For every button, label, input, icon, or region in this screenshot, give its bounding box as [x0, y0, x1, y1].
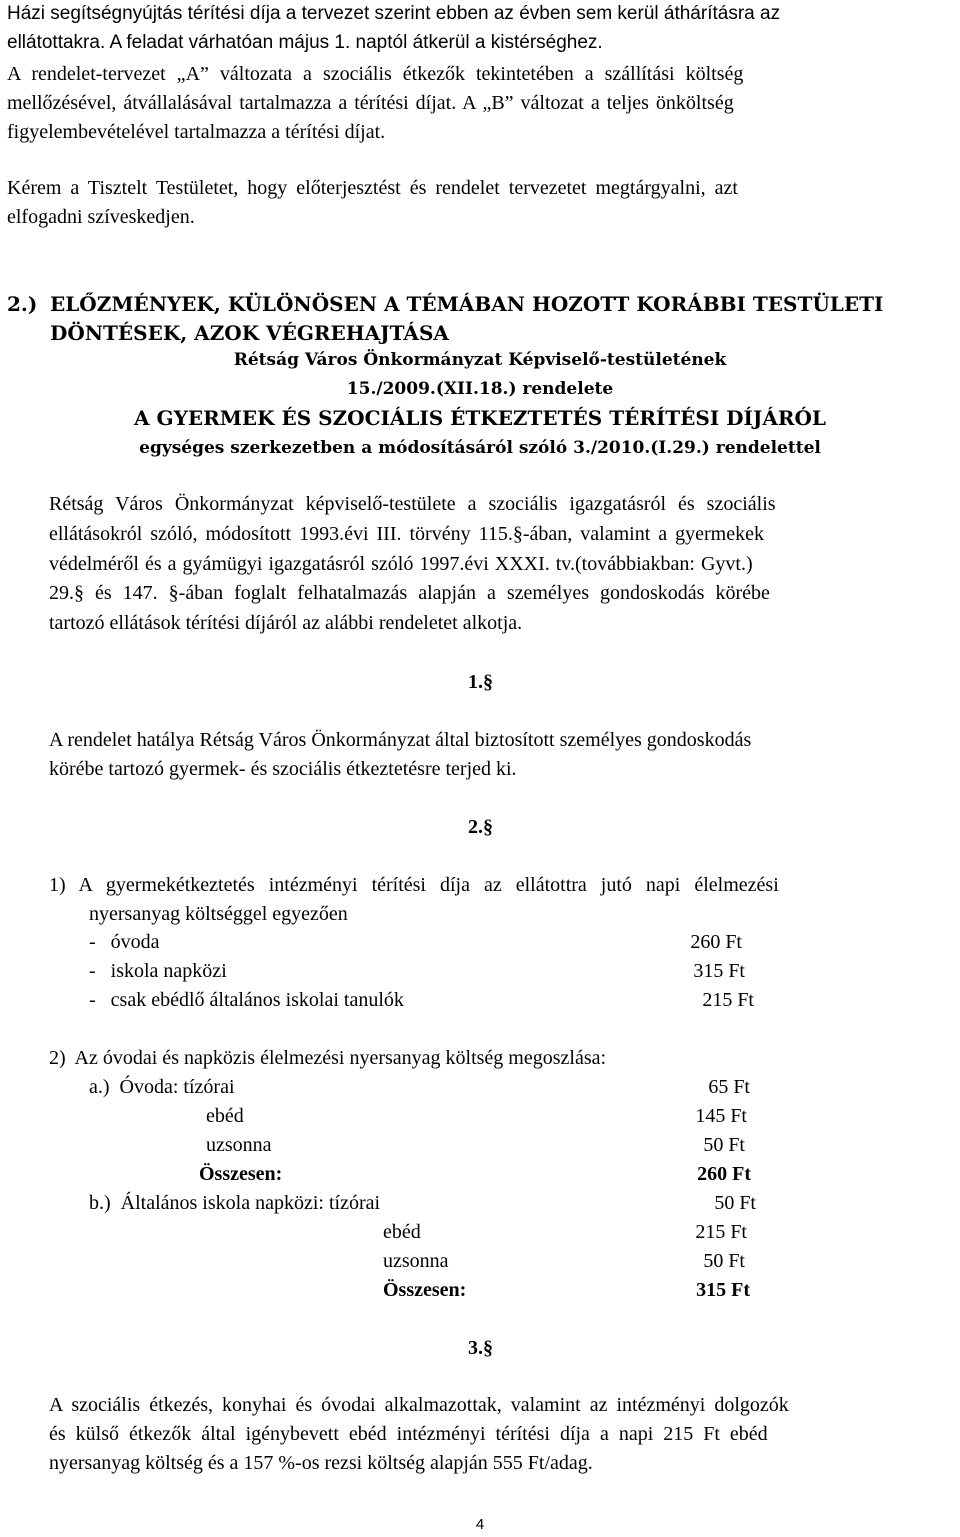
paragraph-1-line-1: A rendelet hatálya Rétság Város Önkormányzat által biztosított személyes gondoskodás — [49, 729, 752, 751]
item-2-line-1: 2) Az óvodai és napközis élelmezési nyersanyag költség megoszlása: — [49, 1047, 607, 1069]
intro-line-1: Házi segítségnyújtás térítési díja a tervezet szerint ebben az évben sem kerül áthárításra az — [7, 3, 781, 24]
paragraph-3-line-3: nyersanyag költség és a 157 %-os rezsi költség alapján 555 Ft/adag. — [49, 1452, 593, 1474]
cost-a-label: a.) Óvoda: tízórai — [89, 1076, 235, 1098]
cost-a-total-value: 260 Ft — [697, 1163, 751, 1185]
request-line-1: Kérem a Tisztelt Testületet, hogy előterjesztést és rendelet tervezetet megtárgyalni, azt — [7, 177, 738, 199]
cost-a-lunch-value: 145 Ft — [695, 1105, 747, 1127]
paragraph-2-heading: 2.§ — [468, 816, 493, 838]
cost-b-total-label: Összesen: — [383, 1279, 467, 1301]
cost-b-afternoon-label: uzsonna — [383, 1250, 449, 1272]
item-1-line-1: 1) A gyermekétkeztetés intézményi térítési díja az ellátottra jutó napi élelmezési — [49, 874, 779, 896]
cost-a-afternoon-label: uzsonna — [206, 1134, 272, 1156]
paragraph-3-line-2: és külső étkezők által igénybevett ebéd intézményi térítési díja a napi 215 Ft ebéd — [49, 1423, 768, 1445]
decree-title-line-1: Rétság Város Önkormányzat Képviselő-testületének — [233, 350, 727, 370]
cost-b-afternoon-value: 50 Ft — [703, 1250, 745, 1272]
cost-a-total-label: Összesen: — [199, 1163, 283, 1185]
paragraph-3-line-1: A szociális étkezés, konyhai és óvodai alkalmazottak, valamint az intézményi dolgozók — [49, 1394, 789, 1416]
cost-b-lunch-label: ebéd — [383, 1221, 421, 1243]
decree-title-line-3: A GYERMEK ÉS SZOCIÁLIS ÉTKEZTETÉS TÉRÍTÉSI DÍJÁRÓL — [134, 406, 826, 430]
page-number: 4 — [475, 1516, 485, 1533]
intro-line-4: mellőzésével, átvállalásával tartalmazza a térítési díjat. A „B” változat a teljes önköltség — [7, 92, 734, 114]
cost-a-afternoon-value: 50 Ft — [703, 1134, 745, 1156]
paragraph-3-heading: 3.§ — [468, 1337, 493, 1359]
fee-row-label: - óvoda — [89, 931, 160, 953]
fee-row-label: - csak ebédlő általános iskolai tanulók — [89, 989, 404, 1011]
cost-b-total-value: 315 Ft — [696, 1279, 750, 1301]
intro-line-2: ellátottakra. A feladat várhatóan május 1. naptól átkerül a kistérséghez. — [7, 32, 603, 53]
section-heading-line-1: ELŐZMÉNYEK, KÜLÖNÖSEN A TÉMÁBAN HOZOTT KORÁBBI TESTÜLETI — [50, 292, 884, 316]
fee-row-label: - iskola napközi — [89, 960, 227, 982]
fee-row-value: 315 Ft — [693, 960, 745, 982]
cost-b-label: b.) Általános iskola napközi: tízórai — [89, 1192, 381, 1214]
request-line-2: elfogadni szíveskedjen. — [7, 206, 195, 228]
fee-row-value: 215 Ft — [702, 989, 754, 1011]
decree-title-line-2: 15./2009.(XII.18.) rendelete — [346, 379, 614, 399]
preamble-line-2: ellátásokról szóló, módosított 1993.évi III. törvény 115.§-ában, valamint a gyermekek — [49, 523, 764, 545]
cost-b-snack-value: 50 Ft — [714, 1192, 756, 1214]
paragraph-1-line-2: körébe tartozó gyermek- és szociális étkeztetésre terjed ki. — [49, 758, 517, 780]
section-heading-line-2: DÖNTÉSEK, AZOK VÉGREHAJTÁSA — [50, 321, 449, 345]
paragraph-1-heading: 1.§ — [468, 671, 493, 693]
intro-line-5: figyelembevételével tartalmazza a térítési díjat. — [7, 121, 386, 143]
preamble-line-1: Rétság Város Önkormányzat képviselő-testülete a szociális igazgatásról és szociális — [49, 493, 776, 515]
cost-a-lunch-label: ebéd — [206, 1105, 244, 1127]
cost-a-snack-value: 65 Ft — [708, 1076, 750, 1098]
cost-b-lunch-value: 215 Ft — [695, 1221, 747, 1243]
preamble-line-4: 29.§ és 147. §-ában foglalt felhatalmazás alapján a személyes gondoskodás körébe — [49, 582, 770, 604]
fee-row-value: 260 Ft — [690, 931, 742, 953]
intro-line-3: A rendelet-tervezet „A” változata a szociális étkezők tekintetében a szállítási költség — [7, 63, 744, 85]
decree-title-line-4: egységes szerkezetben a módosításáról szóló 3./2010.(I.29.) rendelettel — [139, 438, 821, 458]
preamble-line-3: védelméről és a gyámügyi igazgatásról szóló 1997.évi XXXI. tv.(továbbiakban: Gyvt.) — [49, 553, 753, 575]
item-1-line-2: nyersanyag költséggel egyezően — [89, 903, 348, 925]
section-number: 2.) — [7, 292, 38, 316]
preamble-line-5: tartozó ellátások térítési díjáról az alábbi rendeletet alkotja. — [49, 612, 523, 634]
